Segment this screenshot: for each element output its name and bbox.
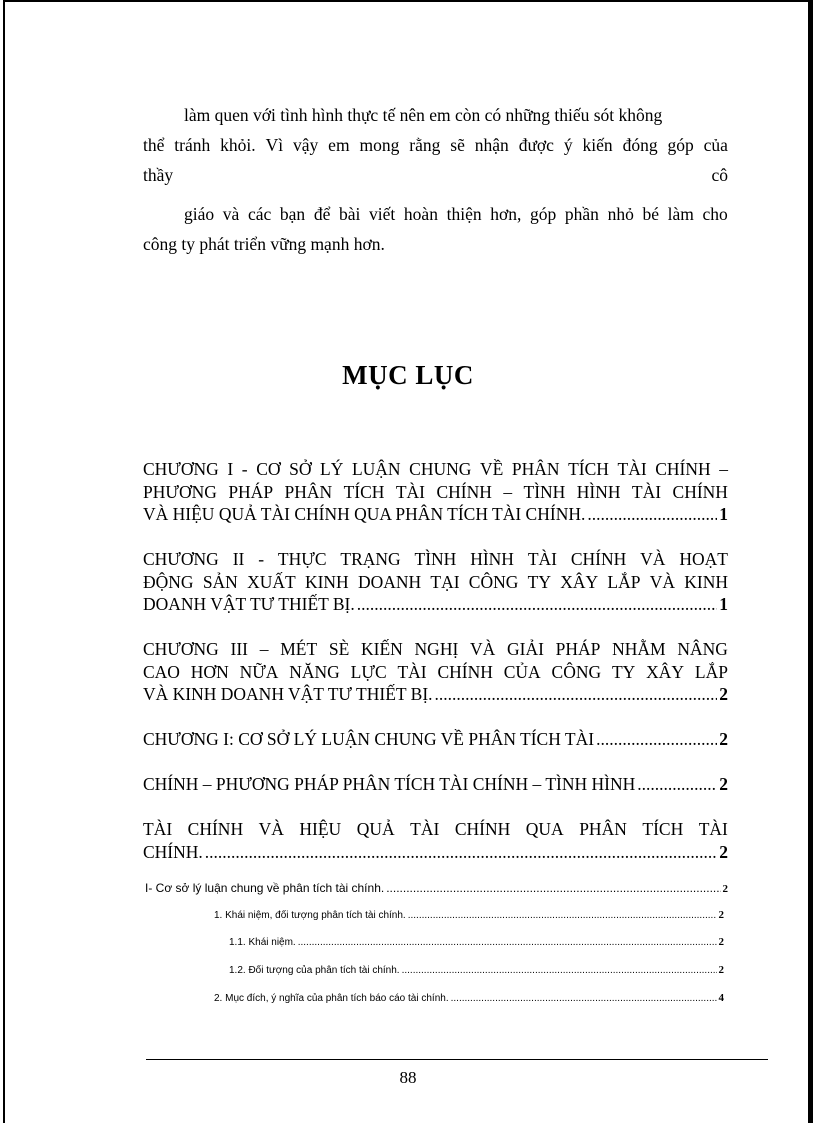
toc-page-number: 1 <box>719 504 728 524</box>
toc-entry[interactable] <box>143 728 728 751</box>
word: hơn, <box>490 204 522 224</box>
word: TÍCH <box>642 819 684 839</box>
intro-line-1: làm quen với tình hình thực tế nên em còn có những thiếu sót không <box>184 105 663 125</box>
word: KIẾN <box>361 639 403 659</box>
toc-entry-line <box>143 661 728 684</box>
word: KINH <box>304 571 349 592</box>
word: KINH <box>684 571 728 592</box>
toc-page-number: 2 <box>718 909 724 921</box>
toc-entry-leader-line <box>143 683 728 706</box>
word: TÀI <box>527 549 557 569</box>
word: đóng <box>622 135 658 155</box>
word: XUẤT <box>247 571 296 592</box>
toc-entry-line <box>143 818 728 841</box>
toc-sub-entry-text: 1.2. Đối tượng của phân tích tài chính. <box>229 965 400 976</box>
word: TÌNH <box>414 549 457 569</box>
word: LUẬN <box>351 459 401 479</box>
toc-dot-leader <box>637 773 717 796</box>
word: mong <box>359 135 400 155</box>
word: LẮP <box>694 661 728 682</box>
toc-dot-leader <box>408 910 717 921</box>
toc-entry[interactable] <box>143 773 728 796</box>
word: XÂY <box>560 571 599 592</box>
word: SẢN <box>202 571 238 592</box>
intro-line-3-right: cô <box>711 165 728 185</box>
toc-sub-entry-row <box>229 964 724 976</box>
word: TY <box>611 661 636 682</box>
toc-entry-text: CHƯƠNG I: CƠ SỞ LÝ LUẬN CHUNG VỀ PHÂN TÍCH TÀI <box>143 729 595 749</box>
word: CÔNG <box>551 661 602 682</box>
word: TÀI <box>143 819 173 839</box>
page-number: 88 <box>399 1068 417 1087</box>
word: HƠN <box>190 661 229 682</box>
word: em <box>328 135 350 155</box>
toc-entry-line <box>143 481 728 504</box>
intro-line-3-left: thầy <box>143 165 174 185</box>
toc-page-number: 2 <box>722 883 728 895</box>
word: ý <box>563 135 573 155</box>
toc-dot-leader <box>357 593 717 616</box>
word: PHÂN <box>284 481 333 502</box>
word: CƠ <box>256 459 281 479</box>
toc-entry-leader-line <box>143 841 728 864</box>
word: PHƯƠNG <box>143 481 217 502</box>
word: ĐỘNG <box>143 571 194 592</box>
toc-sub-entry[interactable] <box>229 936 724 948</box>
word: I <box>227 459 234 479</box>
word: TRẠNG <box>340 549 401 569</box>
word: QUA <box>525 819 564 839</box>
word: – <box>259 639 269 659</box>
word: TÍCH <box>343 481 385 502</box>
word: HÌNH <box>470 549 514 569</box>
toc-entry-text: CHÍNH – PHƯƠNG PHÁP PHÂN TÍCH TÀI CHÍNH – TÌNH HÌNH <box>143 774 636 794</box>
toc-sub-entry-text: I- Cơ sở lý luận chung về phân tích tài chính. <box>145 881 385 895</box>
word: thiện <box>446 204 482 224</box>
intro-line-5: công ty phát triển vững mạnh hơn. <box>143 234 385 254</box>
word: CHÍNH <box>454 819 511 839</box>
word: thể <box>143 135 165 155</box>
word: nhận <box>474 135 509 155</box>
word: của <box>703 135 728 155</box>
word: bài <box>339 204 361 224</box>
word: vậy <box>292 135 319 155</box>
toc-dot-leader <box>451 993 717 1004</box>
toc-entry-line <box>143 458 728 481</box>
word: - <box>258 549 265 569</box>
toc-sub-entry-row <box>145 881 728 895</box>
toc-sub-entry[interactable] <box>214 992 724 1004</box>
word: – <box>719 459 728 479</box>
word: VỀ <box>479 459 504 479</box>
word: III <box>230 639 249 659</box>
word: Vì <box>265 135 284 155</box>
word: NGHỊ <box>414 639 459 659</box>
word: TÀI <box>397 661 427 682</box>
word: CHÍNH <box>655 459 711 479</box>
word: phần <box>564 204 599 224</box>
word: tránh <box>174 135 211 155</box>
word: CHÍNH <box>437 661 493 682</box>
word: các <box>247 204 272 224</box>
word: II <box>232 549 245 569</box>
toc-entry-line <box>143 571 728 594</box>
intro-line-2 <box>143 134 728 156</box>
word: kiến <box>582 135 613 155</box>
word: CÔNG <box>468 571 519 592</box>
word: rằng <box>409 135 441 155</box>
toc-entry-line <box>143 638 728 661</box>
word: TÀI <box>698 819 728 839</box>
word: bé <box>642 204 659 224</box>
word: PHÁP <box>228 481 274 502</box>
word: MÉT <box>280 639 318 659</box>
toc-entry-leader-line <box>143 728 728 751</box>
word: CHÍNH <box>570 549 627 569</box>
toc-page-number: 2 <box>719 841 728 862</box>
intro-line-3 <box>143 164 728 186</box>
toc-sub-entry[interactable] <box>214 909 724 921</box>
word: bạn <box>279 204 306 224</box>
word: NHẰM <box>612 639 666 659</box>
toc-page-number: 2 <box>718 936 724 948</box>
word: góp <box>667 135 694 155</box>
word: VÀ <box>258 819 284 839</box>
toc-entry-text: CHÍNH. <box>143 841 203 862</box>
word: sẽ <box>450 135 465 155</box>
word: – <box>503 481 513 502</box>
toc-entry-leader-line <box>143 593 728 616</box>
word: NĂNG <box>289 661 340 682</box>
word: cho <box>702 204 728 224</box>
toc-entry-text: VÀ HIỆU QUẢ TÀI CHÍNH QUA PHÂN TÍCH TÀI CHÍNH. <box>143 504 586 524</box>
word: CHÍNH <box>436 481 492 502</box>
toc-page-number: 2 <box>718 964 724 976</box>
word: CAO <box>143 661 180 682</box>
toc-dot-leader <box>205 841 717 864</box>
word: LÝ <box>320 459 344 479</box>
word: LẮP <box>607 571 641 592</box>
toc-dot-leader <box>298 937 717 948</box>
toc-entry-leader-line <box>143 773 728 796</box>
word: GIẢI <box>507 639 544 659</box>
word: SỞ <box>289 459 312 479</box>
word: viết <box>369 204 396 224</box>
toc-entry[interactable] <box>143 548 728 616</box>
word: và <box>222 204 240 224</box>
toc-page-number: 2 <box>719 774 728 794</box>
toc-page-number: 4 <box>718 992 724 1004</box>
word: được <box>518 135 554 155</box>
word: SÈ <box>328 639 350 659</box>
toc-entry[interactable] <box>143 638 728 706</box>
word: CHƯƠNG <box>143 459 219 479</box>
word: giáo <box>184 204 215 224</box>
page-border-right <box>808 0 813 1123</box>
word: HIỆU <box>299 819 342 839</box>
toc-page-number: 2 <box>719 684 728 704</box>
toc-sub-entry-row <box>214 992 724 1004</box>
word: để <box>313 204 331 224</box>
toc-sub-entry-text: 2. Mục đích, ý nghĩa của phân tích báo cáo tài chính. <box>214 993 449 1004</box>
word: TẠI <box>430 571 460 592</box>
word: nhỏ <box>607 204 634 224</box>
toc-entry-leader-line <box>143 503 728 526</box>
word: CHƯƠNG <box>143 639 219 659</box>
page-border-left <box>3 0 5 1123</box>
word: CHÍNH <box>672 481 728 502</box>
word: HÌNH <box>576 481 621 502</box>
toc-dot-leader <box>435 683 718 706</box>
word: PHÂN <box>579 819 627 839</box>
toc-sub-entry[interactable] <box>145 881 728 895</box>
word: làm <box>667 204 694 224</box>
word: NÂNG <box>677 639 728 659</box>
word: TÀI <box>395 481 426 502</box>
word: HOẠT <box>679 549 728 569</box>
page-border-top <box>3 0 813 2</box>
word: TÀI <box>410 819 440 839</box>
word: - <box>241 459 248 479</box>
toc-dot-leader <box>596 728 717 751</box>
word: CỦA <box>503 661 541 682</box>
word: XÂY <box>646 661 685 682</box>
word: TÀI <box>631 481 662 502</box>
toc-page-number: 2 <box>719 729 728 749</box>
word: khỏi. <box>220 135 256 155</box>
toc-entry-text: DOANH VẬT TƯ THIẾT BỊ. <box>143 594 355 614</box>
word: LỰC <box>350 661 387 682</box>
word: CHUNG <box>409 459 472 479</box>
toc-entry[interactable] <box>143 458 728 526</box>
word: CHÍNH <box>187 819 244 839</box>
toc-sub-entry-text: 1. Khái niệm, đối tượng phân tích tài chính. <box>214 910 406 921</box>
toc-sub-entry-text: 1.1. Khái niệm. <box>229 937 296 948</box>
word: góp <box>530 204 557 224</box>
word: hoàn <box>403 204 438 224</box>
word: TÌNH <box>523 481 566 502</box>
toc-sub-entry-row <box>214 909 724 921</box>
word: VÀ <box>640 549 666 569</box>
word: QUẢ <box>356 819 395 839</box>
toc-page-number: 1 <box>719 594 728 614</box>
toc-dot-leader <box>587 503 717 526</box>
word: PHÂN <box>511 459 560 479</box>
toc-title: MỤC LỤC <box>342 360 474 390</box>
word: VÀ <box>470 639 496 659</box>
footer-rule <box>146 1059 768 1060</box>
word: DOANH <box>357 571 422 592</box>
toc-sub-entry-row <box>229 936 724 948</box>
word: VÀ <box>649 571 675 592</box>
toc-entry-line <box>143 548 728 571</box>
toc-dot-leader <box>386 881 720 895</box>
word: TY <box>527 571 551 592</box>
toc-sub-entry[interactable] <box>229 964 724 976</box>
toc-entry[interactable] <box>143 818 728 863</box>
word: TÍCH <box>568 459 609 479</box>
toc-dot-leader <box>402 965 717 976</box>
intro-line-4 <box>184 203 728 225</box>
word: PHÁP <box>555 639 601 659</box>
toc-entry-text: VÀ KINH DOANH VẬT TƯ THIẾT BỊ. <box>143 684 433 704</box>
word: NỮA <box>239 661 279 682</box>
word: CHƯƠNG <box>143 549 219 569</box>
word: THỰC <box>277 549 327 569</box>
word: TÀI <box>617 459 647 479</box>
